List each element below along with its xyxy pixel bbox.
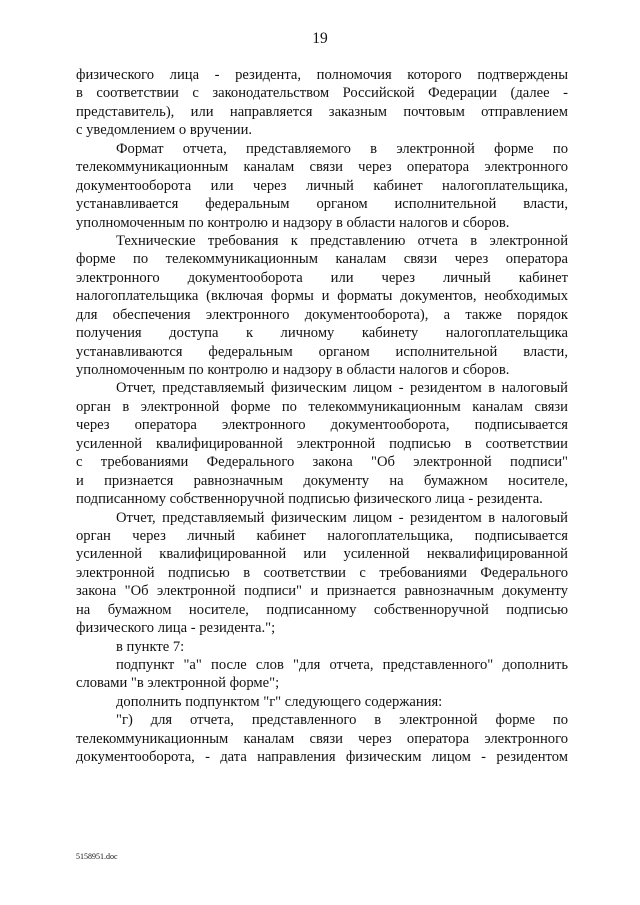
text-line: документооборота, - дата направления физическим лицом - резидентом bbox=[76, 749, 568, 766]
text-line: орган в электронной форме по телекоммуникационным каналам связи bbox=[76, 398, 568, 415]
text-line: дополнить подпунктом "г" следующего содержания: bbox=[116, 693, 443, 710]
text-line: уполномоченным по контролю и надзору в области налогов и сборов. bbox=[76, 214, 510, 231]
text-line: подписанному собственноручной подписью физического лица - резидента. bbox=[76, 491, 543, 508]
text-line: физического лица - резидента, полномочия которого подтверждены bbox=[76, 67, 568, 83]
text-line: физического лица - резидента."; bbox=[76, 620, 276, 637]
text-line: электронного документооборота или через личный кабинет bbox=[76, 269, 568, 286]
text-line: устанавливаются федеральным органом исполнительной власти, bbox=[76, 343, 568, 360]
text-line: форме по телекоммуникационным каналам связи через оператора bbox=[76, 251, 568, 268]
text-line: в соответствии с законодательством Российской Федерации (далее - bbox=[76, 85, 568, 102]
text-line: в пункте 7: bbox=[116, 638, 185, 655]
text-line: с уведомлением о вручении. bbox=[76, 122, 253, 139]
text-line: для обеспечения электронного документооборота), а также порядок bbox=[76, 306, 568, 323]
text-line: усиленной квалифицированной или усиленной неквалифицированной bbox=[76, 546, 568, 563]
text-line: через оператора электронного документооборота, подписывается bbox=[76, 417, 568, 434]
text-line: уполномоченным по контролю и надзору в области налогов и сборов. bbox=[76, 362, 510, 378]
page-number: 19 bbox=[312, 30, 328, 47]
text-line: получения доступа к личному кабинету налогоплательщика bbox=[76, 325, 568, 342]
text-line: словами "в электронной форме"; bbox=[76, 675, 280, 692]
text-line: электронной подписью в соответствии с требованиями Федерального bbox=[76, 564, 568, 581]
text-line: и признается равнозначным документу на бумажном носителе, bbox=[76, 472, 568, 489]
text-line: Отчет, представляемый физическим лицом - резидентом в налоговый bbox=[116, 380, 568, 397]
text-line: с требованиями Федерального закона "Об электронной подписи" bbox=[76, 454, 568, 471]
text-line: Формат отчета, представляемого в электронной форме по bbox=[116, 140, 568, 157]
text-line: устанавливается федеральным органом исполнительной власти, bbox=[76, 196, 568, 213]
text-line: телекоммуникационным каналам связи через оператора электронного bbox=[76, 730, 568, 747]
text-line: документооборота или через личный кабинет налогоплательщика, bbox=[76, 177, 568, 194]
text-line: телекоммуникационным каналам связи через оператора электронного bbox=[76, 159, 568, 176]
text-line: закона "Об электронной подписи" и признается равнозначным документу bbox=[76, 583, 568, 600]
text-line: "г) для отчета, представленного в электронной форме по bbox=[116, 712, 568, 729]
text-line: усиленной квалифицированной электронной подписью в соответствии bbox=[76, 435, 568, 452]
text-line: орган через личный кабинет налогоплательщика, подписывается bbox=[76, 527, 568, 544]
file-name-footer: 5158951.doc bbox=[76, 852, 118, 861]
document-body bbox=[76, 66, 568, 767]
text-line: Отчет, представляемый физическим лицом - резидентом в налоговый bbox=[116, 509, 568, 526]
text-line: налогоплательщика (включая формы и форматы документов, необходимых bbox=[76, 288, 568, 305]
text-line: Технические требования к представлению отчета в электронной bbox=[116, 232, 568, 249]
text-line: подпункт "а" после слов "для отчета, представленного" дополнить bbox=[116, 657, 568, 673]
text-line: представитель), или направляется заказным почтовым отправлением bbox=[76, 103, 568, 120]
text-line: на бумажном носителе, подписанному собственноручной подписью bbox=[76, 601, 568, 618]
